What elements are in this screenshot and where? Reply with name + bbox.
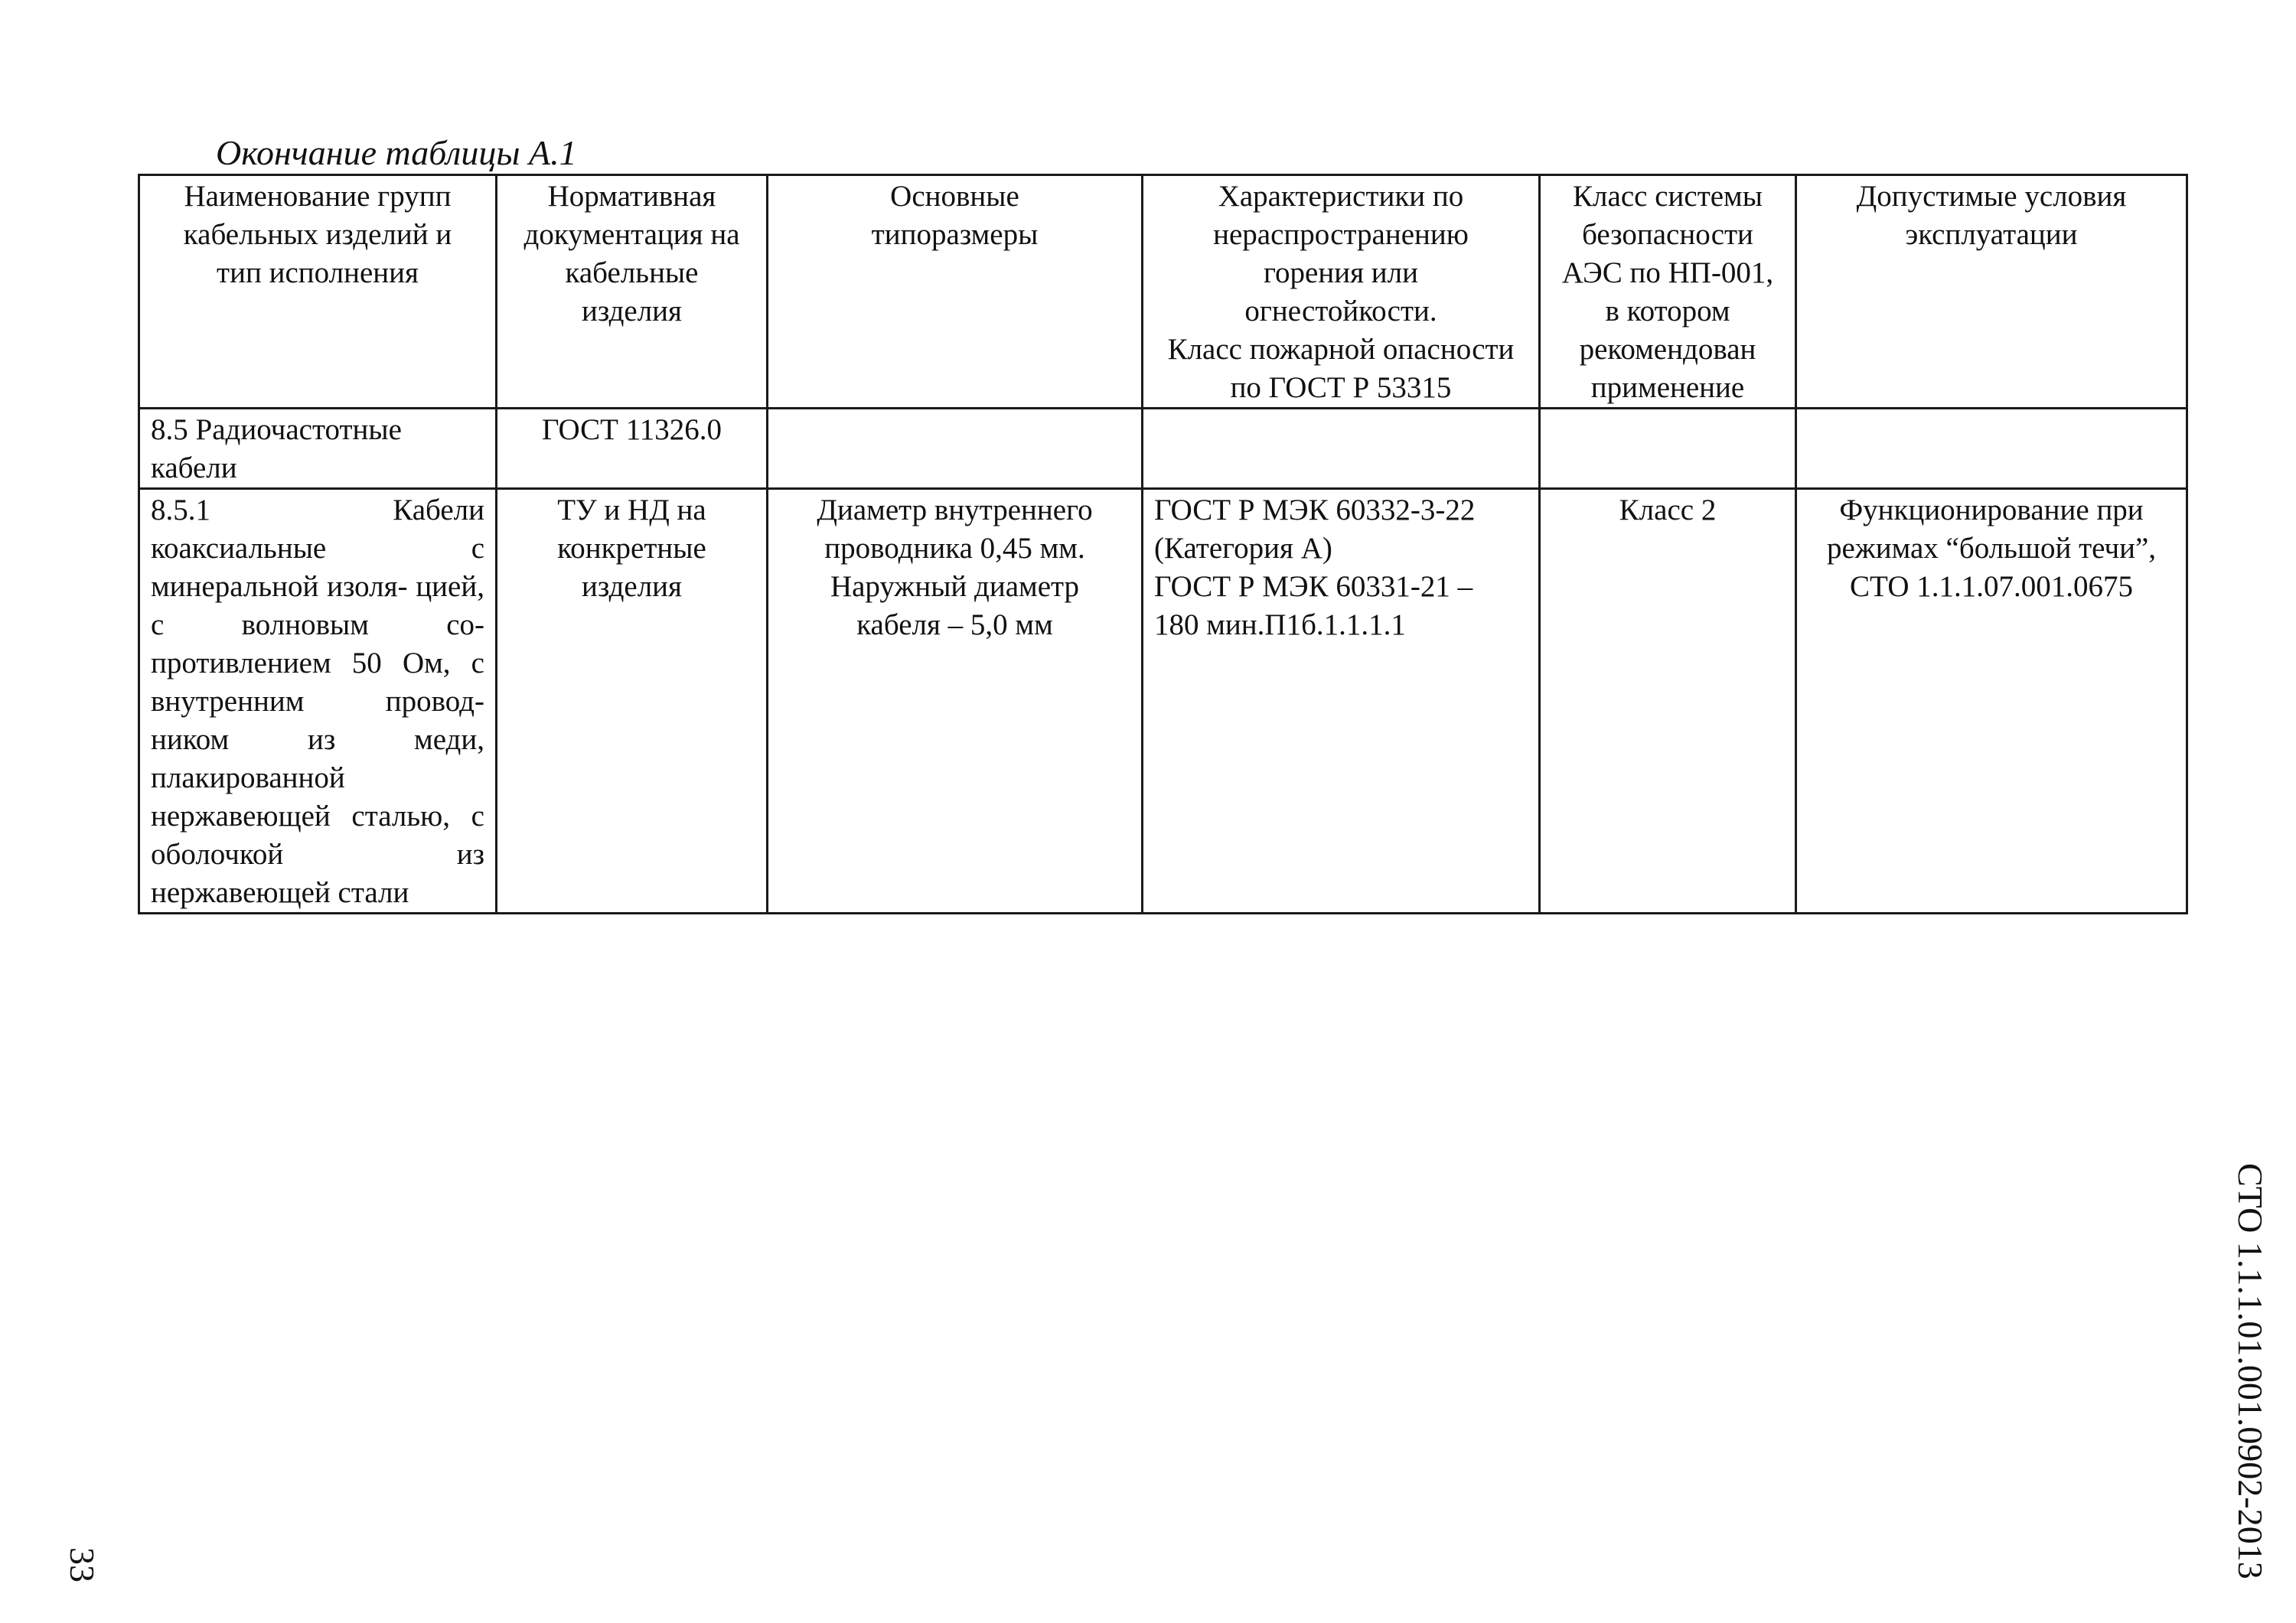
table-cell — [768, 409, 1143, 489]
table-cell: ГОСТ 11326.0 — [497, 409, 768, 489]
cable-table — [138, 174, 2188, 914]
header-cell-fire-characteristics: Характеристики по нераспространению горения или огнестойкости. Класс пожарной опасности по ГОСТ Р 53315 — [1143, 175, 1540, 409]
table-cell: Диаметр внутреннего проводника 0,45 мм. Наружный диаметр кабеля – 5,0 мм — [768, 489, 1143, 914]
table-cell: ТУ и НД на конкретные изделия — [497, 489, 768, 914]
header-cell-group-name: Наименование групп кабельных изделий и тип исполнения — [139, 175, 497, 409]
header-cell-safety-class: Класс системы безопасности АЭС по НП-001, в котором рекомендован применение — [1540, 175, 1796, 409]
table-cell — [1143, 409, 1540, 489]
table-cell: Класс 2 — [1540, 489, 1796, 914]
table-header-row — [139, 175, 2187, 409]
document-code: СТО 1.1.1.01.001.0902-2013 — [2231, 1163, 2270, 1579]
table-caption: Окончание таблицы А.1 — [216, 133, 577, 172]
page-number: 33 — [63, 1547, 102, 1582]
table-cell: Функционирование при режимах “большой течи”, СТО 1.1.1.07.001.0675 — [1796, 489, 2187, 914]
header-cell-normative-docs: Нормативная документация на кабельные изделия — [497, 175, 768, 409]
table-row — [139, 489, 2187, 914]
header-cell-sizes: Основные типоразмеры — [768, 175, 1143, 409]
table-cell — [1540, 409, 1796, 489]
table-cell: 8.5.1 Кабели коаксиальные с минеральной изоля- цией, с волновым со- противлением 50 Ом, с внутренним провод- ником из меди, плакированной нержавеющей сталью, с оболочкой из нержавеющей стали — [139, 489, 497, 914]
table-cell — [1796, 409, 2187, 489]
table-cell: ГОСТ Р МЭК 60332-3-22 (Категория А) ГОСТ Р МЭК 60331-21 – 180 мин.П1б.1.1.1.1 — [1143, 489, 1540, 914]
table-cell: 8.5 Радиочастотные кабели — [139, 409, 497, 489]
header-cell-operating-conditions: Допустимые условия эксплуатации — [1796, 175, 2187, 409]
table-row — [139, 409, 2187, 489]
